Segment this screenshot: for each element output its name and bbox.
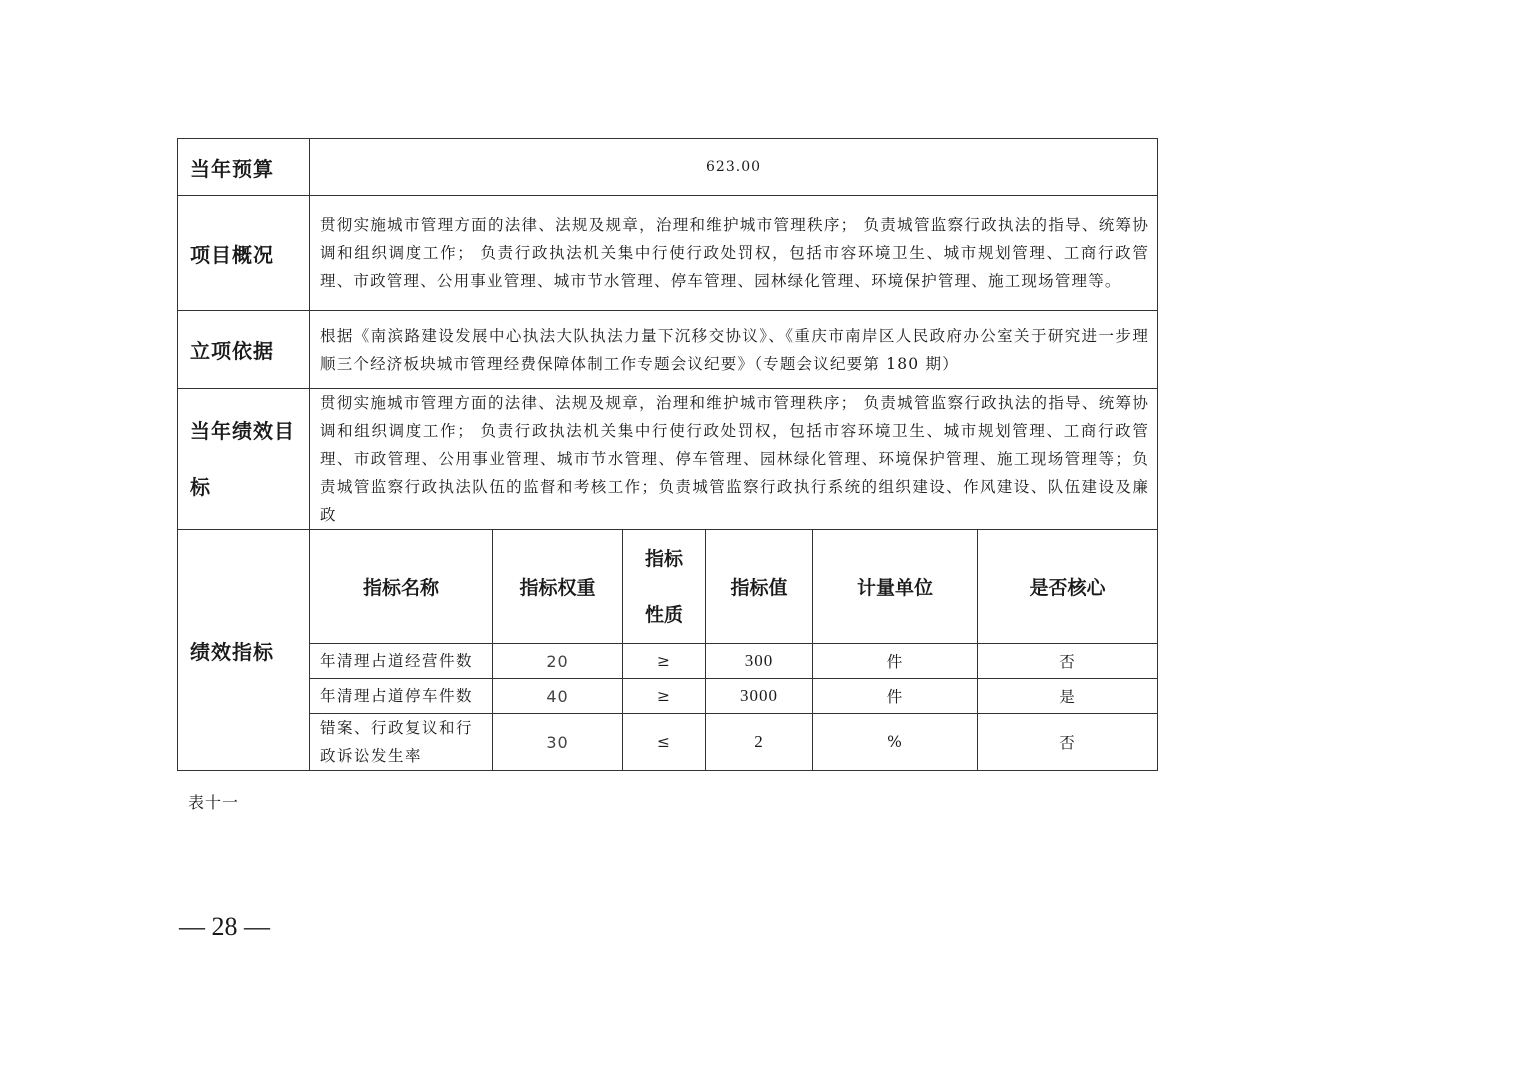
- indicator-weight: 40: [493, 679, 623, 714]
- indicator-unit: 件: [813, 679, 978, 714]
- header-indicator-value: 指标值: [706, 530, 813, 644]
- indicator-weight: 30: [493, 714, 623, 771]
- indicator-core: 否: [978, 644, 1158, 679]
- table-row: [178, 679, 1158, 714]
- header-unit: 计量单位: [813, 530, 978, 644]
- basis-label: 立项依据: [178, 311, 310, 389]
- header-indicator-name: 指标名称: [310, 530, 493, 644]
- indicator-nature: ≥: [623, 679, 706, 714]
- overview-label: 项目概况: [178, 196, 310, 311]
- indicator-header-row: [178, 530, 1158, 644]
- indicator-nature: ≥: [623, 644, 706, 679]
- goal-label: 当年绩效目标: [178, 389, 310, 530]
- table-row: [178, 644, 1158, 679]
- indicator-name: 年清理占道停车件数: [310, 679, 493, 714]
- budget-label: 当年预算: [178, 139, 310, 196]
- goal-text: 贯彻实施城市管理方面的法律、法规及规章，治理和维护城市管理秩序； 负责城管监察行政执法的指导、统筹协调和组织调度工作； 负责行政执法机关集中行使行政处罚权，包括市容环境卫生、城市规划管理、工商行政管理、市政管理、公用事业管理、城市节水管理、停车管理、园林绿化管理、环境保护管理、施工现场管理等；负责城管监察行政执法队伍的监督和考核工作；负责城管监察行政执行系统的组织建设、作风建设、队伍建设及廉政: [310, 389, 1158, 530]
- indicator-unit: %: [813, 714, 978, 771]
- indicator-name: 错案、行政复议和行政诉讼发生率: [310, 714, 493, 771]
- indicator-value: 2: [706, 714, 813, 771]
- header-indicator-weight: 指标权重: [493, 530, 623, 644]
- indicator-value: 3000: [706, 679, 813, 714]
- table-row: [178, 714, 1158, 771]
- overview-row: [178, 196, 1158, 311]
- budget-row: [178, 139, 1158, 196]
- indicators-label: 绩效指标: [178, 530, 310, 771]
- table-caption: 表十一: [188, 793, 240, 812]
- indicator-core: 是: [978, 679, 1158, 714]
- budget-value: 623.00: [310, 139, 1158, 196]
- performance-table: [177, 138, 1158, 771]
- indicator-name: 年清理占道经营件数: [310, 644, 493, 679]
- overview-text: 贯彻实施城市管理方面的法律、法规及规章，治理和维护城市管理秩序； 负责城管监察行政执法的指导、统筹协调和组织调度工作； 负责行政执法机关集中行使行政处罚权，包括市容环境卫生、城市规划管理、工商行政管理、市政管理、公用事业管理、城市节水管理、停车管理、园林绿化管理、环境保护管理、施工现场管理等。: [310, 196, 1158, 311]
- indicator-core: 否: [978, 714, 1158, 771]
- indicator-value: 300: [706, 644, 813, 679]
- indicator-unit: 件: [813, 644, 978, 679]
- header-is-core: 是否核心: [978, 530, 1158, 644]
- goal-row: [178, 389, 1158, 530]
- page-number: — 28 —: [179, 912, 270, 941]
- indicator-nature: ≤: [623, 714, 706, 771]
- basis-text: 根据《南滨路建设发展中心执法大队执法力量下沉移交协议》、《重庆市南岸区人民政府办公室关于研究进一步理顺三个经济板块城市管理经费保障体制工作专题会议纪要》（专题会议纪要第 180 期）: [310, 311, 1158, 389]
- header-indicator-nature: 指标性质: [623, 530, 706, 644]
- basis-row: [178, 311, 1158, 389]
- indicator-weight: 20: [493, 644, 623, 679]
